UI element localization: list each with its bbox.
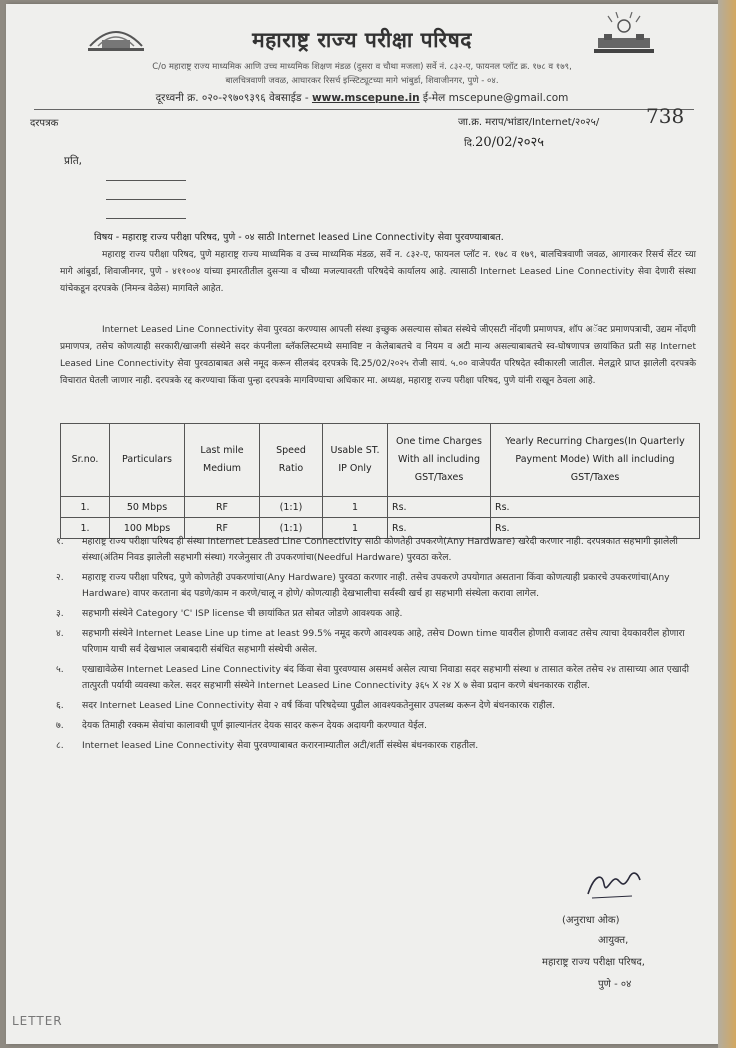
item-number: ७.	[56, 720, 64, 731]
item-number: ६.	[56, 700, 64, 711]
signatory-name: (अनुराधा ओक)	[562, 915, 620, 926]
item-text: Internet leased Line Connectivity सेवा पुरवण्याबाबत करारनाम्यातील अटी/शर्ती संस्थेस बंधनकारक राहतील.	[82, 740, 479, 751]
list-item	[56, 662, 696, 694]
reference-prefix: जा.क्र. मराप/भांडार/Internet/२०२५/	[458, 117, 600, 128]
darpatrak-label: दरपत्रक	[30, 118, 59, 129]
contact-line	[6, 91, 718, 105]
col-header: Yearly Recurring Charges(In Quarterly Payment Mode) With all including GST/Taxes	[491, 424, 700, 497]
recipient-blank-line	[106, 218, 186, 219]
table-cell: RF	[185, 518, 260, 539]
col-header: Last mile Medium	[185, 424, 260, 497]
letter-page	[6, 4, 718, 1044]
letter-date	[464, 132, 544, 150]
emblem-icon	[588, 12, 660, 56]
col-header: Speed Ratio	[260, 424, 323, 497]
table-cell: 1	[323, 518, 388, 539]
signatory-designation: आयुक्त,	[598, 935, 629, 946]
table-cell: Rs.	[388, 518, 491, 539]
list-item	[56, 626, 696, 658]
handwritten-ref-number: 738	[646, 104, 685, 128]
website-link: www.mscepune.in	[311, 92, 420, 104]
instructions-paragraph: Internet Leased Line Connectivity सेवा पुरवठा करण्यास आपली संस्था इच्छुक असल्यास सोबत संस्थेचे जीएसटी नोंदणी प्रमाणपत्र, शॉप अॅक्ट प्रमाणपत्राची, उद्यम नोंदणी प्रमाणपत्र, तसेच कोणत्याही सरकारी/खाजगी संस्थेने सदर कंपनीला ब्लॅकलिस्टमध्ये समाविष्ट न केलेबाबतचे व नियम व अटी मान्य असल्याबाबतचे स्व-घोषणापत्र छायांकित प्रती सह Internet Leased Line Connectivity सेवा पुरवठाबाबत असे नमूद करून सीलबंद दरपत्रके दि.25/02/२०२५ रोजी सायं. ५.०० वाजेपर्यंत परिषदेत स्वीकारली जातील. मेलद्वारे प्राप्त झालेली दरपत्रके विचारात घेतली जाणार नाही. दरपत्रके रद्द करण्याचा किंवा पुन्हा दरपत्रके मागविण्याचा अधिकार मा. अध्यक्ष, महाराष्ट्र राज्य परीक्षा परिषद, पुणे यांनी राखून ठेवला आहे.	[60, 325, 696, 386]
email-text: ई-मेल mscepune@gmail.com	[422, 92, 569, 104]
col-header: One time Charges With all including GST/Taxes	[388, 424, 491, 497]
signatory-org: महाराष्ट्र राज्य परीक्षा परिषद,	[542, 957, 645, 968]
list-item	[56, 606, 696, 622]
rates-table	[60, 423, 700, 539]
table-cell: (1:1)	[260, 518, 323, 539]
item-text: सहभागी संस्थेने Internet Lease Line up time at least 99.5% नमूद करणे आवश्यक आहे, तसेच Down time यावरील होणारी वजावट तसेच त्याचा देयकावरील होणारा परिणाम याची सर्व देखभाल जबाबदारी संबंधित सहभागी संस्थेची असेल.	[82, 628, 685, 655]
address-line-2: बालचित्रवाणी जवळ, आघारकर रिसर्च इन्स्टिट्यूटच्या मागे भांबुर्डा, शिवाजीनगर, पुणे - ०४.	[225, 76, 499, 86]
signature-icon	[584, 866, 644, 902]
phone-text: दूरध्वनी क्र. ०२०-२९७०९३९६ वेबसाईड -	[155, 92, 309, 104]
header-divider	[34, 109, 694, 110]
reference-number	[458, 114, 599, 128]
signatory-city: पुणे - ०४	[598, 979, 632, 990]
date-prefix: दि.	[464, 138, 476, 149]
table-header-row	[61, 424, 700, 497]
col-header: Sr.no.	[61, 424, 110, 497]
table-cell: Rs.	[491, 497, 700, 518]
list-item	[56, 718, 696, 734]
item-text: देयक तिमाही रक्कम सेवांचा कालावधी पूर्ण झाल्यानंतर देयक सादर करून देयक अदायगी करण्यात येईल.	[82, 720, 427, 731]
table-cell: 1.	[61, 497, 110, 518]
col-header: Usable ST. IP Only	[323, 424, 388, 497]
item-number: २.	[56, 572, 64, 583]
recipient-blank-line	[106, 180, 186, 181]
table-cell: 100 Mbps	[110, 518, 185, 539]
org-name: महाराष्ट्र राज्य परीक्षा परिषद	[252, 28, 472, 52]
table-cell: 1	[323, 497, 388, 518]
item-text: महाराष्ट्र राज्य परीक्षा परिषद ही संस्था Internet Leased Line Connectivity साठी कोणतेही उपकरणे(Any Hardware) खरेदी करणार नाही. दरपत्रकात सहभागी झालेली संस्था(अंतिम निवड झालेली सहभागी संस्था) गरजेनुसार ती उपकरणांचा(Needful Hardware) पुरवठा करेल.	[82, 536, 678, 563]
item-number: ८.	[56, 740, 64, 751]
subject-line: विषय - महाराष्ट्र राज्य परीक्षा परिषद, पुणे - ०४ साठी Internet leased Line Connectivity सेवा पुरवण्याबाबत.	[94, 232, 504, 243]
table-row	[61, 497, 700, 518]
table-cell: Rs.	[388, 497, 491, 518]
item-number: ४.	[56, 628, 64, 639]
list-item	[56, 570, 696, 602]
list-item	[56, 534, 696, 566]
intro-paragraph: महाराष्ट्र राज्य परीक्षा परिषद, पुणे महाराष्ट्र राज्य माध्यमिक व उच्च माध्यमिक मंडळ, सर्वे न. ८३२-ए, फायनल प्लॉट न. १७८ व १७९, बालचित्रवाणी जवळ, आगारकर रिसर्च सेंटर च्या मागे आंबुर्डा, शिवाजीनगर, पुणे - ४११००४ यांच्या इमारतीतील दुसऱ्या व चौथ्या मजल्यावरती परिषदेचे कार्यालय आहे. त्यासाठी Internet Leased Line Connectivity सेवा देणारी संस्था यांचेकडून दरपत्रके (निमन्त्र वेळेस) मागविले आहेत.	[60, 250, 696, 294]
address-line-1: C/o महाराष्ट्र राज्य माध्यमिक आणि उच्च माध्यमिक शिक्षण मंडळ (दुसरा व चौथा मजला) सर्वे नं. ८३२-ए, फायनल प्लॉट क्र. १७८ व १७९,	[152, 62, 572, 72]
date-value: 20/02/२०२५	[475, 135, 544, 150]
conditions-list	[56, 534, 696, 758]
recipient-blank-line	[106, 199, 186, 200]
list-item	[56, 738, 696, 754]
item-text: सहभागी संस्थेने Category 'C' ISP license ची छायांकित प्रत सोबत जोडणे आवश्यक आहे.	[82, 608, 403, 619]
table-cell: 50 Mbps	[110, 497, 185, 518]
item-number: १.	[56, 536, 64, 547]
list-item	[56, 698, 696, 714]
table-cell: Rs.	[491, 518, 700, 539]
item-number: ५.	[56, 664, 64, 675]
col-header: Particulars	[110, 424, 185, 497]
table-cell: RF	[185, 497, 260, 518]
footer-mark: LETTER	[12, 1014, 63, 1028]
item-text: महाराष्ट्र राज्य परीक्षा परिषद, पुणे कोणतेही उपकरणांचा(Any Hardware) पुरवठा करणार नाही. तसेच उपकरणे उपयोगात असताना किंवा कोणत्याही प्रकारचे उपकरणांचा(Any Hardware) वापर करताना बंद पडणे/काम न करणे/चालू न होणे/ कोणत्याही देखभालीचा सर्वस्वी खर्च हा सहभागी संस्थेला करावा लागेल.	[82, 572, 670, 599]
photo-background-edge	[718, 0, 736, 1048]
item-text: एखाद्यावेळेस Internet Leased Line Connectivity बंद किंवा सेवा पुरवण्यास असमर्थ असेल त्याचा निवाडा सदर सहभागी संस्था ४ तासात करेल तसेच २४ तासाच्या आत एखादी तात्पुरती पर्यायी व्यवस्था करेल. सदर सहभागी संस्थेने Internet Leased Line Connectivity ३६५ X २४ X ७ सेवा प्रदान करणे बंधनकारक राहील.	[82, 664, 690, 691]
recipient-label: प्रति,	[64, 155, 83, 167]
item-text: सदर Internet Leased Line Connectivity सेवा २ वर्ष किंवा परिषदेच्या पुढील आवश्यकतेनुसार उपलब्ध करून देणे बंधनकारक राहील.	[82, 700, 556, 711]
table-cell: 1.	[61, 518, 110, 539]
item-number: ३.	[56, 608, 64, 619]
table-cell: (1:1)	[260, 497, 323, 518]
